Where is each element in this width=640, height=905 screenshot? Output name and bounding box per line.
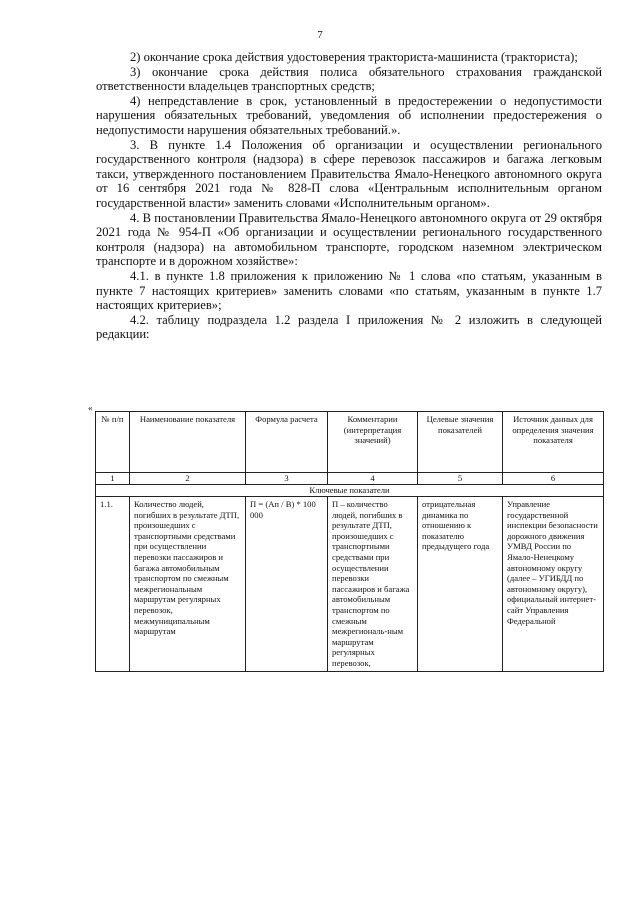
document-body — [96, 50, 602, 342]
row-indicator-name: Количество людей, погибших в результате ДТП, произошедших с транспортными средствами при осуществлении перевозки пассажиров и багажа автомобильным транспортом по смежным межрегиональным маршрутам регулярных перевозок, межмуниципальным маршрутам — [130, 497, 246, 672]
table-section-row — [96, 485, 604, 497]
paragraph-item-3: 3) окончание срока действия полиса обязательного страхования гражданской ответственности владельцев транспортных средств; — [96, 64, 602, 94]
table-header-row — [96, 412, 604, 473]
column-number-6: 6 — [503, 473, 604, 485]
column-number-2: 2 — [130, 473, 246, 485]
table-column-numbers-row — [96, 473, 604, 485]
row-data-source: Управление государственной инспекции безопасности дорожного движения УМВД России по Ямало-Ненецкому автономному округу (далее – УГИБДД по автономному округу), официальный интернет-сайт Управления Федеральной — [503, 497, 604, 672]
paragraph-point-4-2: 4.2. таблицу подраздела 1.2 раздела I приложения № 2 изложить в следующей редакции: — [96, 312, 602, 342]
paragraph-item-4: 4) непредставление в срок, установленный в предостережении о недопустимости нарушения обязательных требований, уведомления об исполнении предостережения о недопустимости нарушения обязательных требований.». — [96, 93, 602, 137]
row-comment: П – количество людей, погибших в результате ДТП, произошедших с транспортными средствами при осуществлении перевозки пассажиров и багажа автомобильным транспортом по смежным межрегиональ-ным маршрутам регулярных перевозок, — [328, 497, 418, 672]
paragraph-item-2: 2) окончание срока действия удостоверения тракториста-машиниста (тракториста); — [130, 50, 578, 64]
paragraph-point-4-1: 4.1. в пункте 1.8 приложения к приложению № 1 слова «по статьям, указанным в пункте 7 настоящих критериев» заменить словами «по статьям, указанным в пункте 1.7 настоящих критериев»; — [96, 268, 602, 313]
column-number-5: 5 — [418, 473, 503, 485]
row-target-value: отрицательная динамика по отношению к показателю предыдущего года — [418, 497, 503, 672]
row-number: 1.1. — [96, 497, 130, 672]
opening-quote-mark: « — [88, 403, 93, 413]
header-number: № п/п — [96, 412, 130, 473]
header-comment: Комментарии (интерпретация значений) — [328, 412, 418, 473]
page-number: 7 — [317, 29, 323, 41]
column-number-1: 1 — [96, 473, 130, 485]
indicators-table — [95, 411, 604, 672]
header-formula: Формула расчета — [246, 412, 328, 473]
row-formula: П = (Ап / В) * 100 000 — [246, 497, 328, 672]
column-number-3: 3 — [246, 473, 328, 485]
header-source: Источник данных для определения значения показателя — [503, 412, 604, 473]
section-title: Ключевые показатели — [96, 485, 604, 497]
paragraph-point-3: 3. В пункте 1.4 Положения об организации и осуществлении регионального государственного контроля (надзора) в сфере перевозок пассажиров и багажа легковым такси, утвержденного постановлением Правительства Ямало-Ненецкого автономного округа от 16 сентября 2021 года № 828-П слова «Центральным исполнительным органом государственной власти» заменить словами «Исполнительным органом». — [96, 137, 602, 210]
column-number-4: 4 — [328, 473, 418, 485]
header-target: Целевые значения показателей — [418, 412, 503, 473]
paragraph-point-4: 4. В постановлении Правительства Ямало-Ненецкого автономного округа от 29 октября 2021 года № 954-П «Об организации и осуществлении регионального государственного контроля (надзора) на автомобильном транспорте, городском наземном электрическом транспорте и в дорожном хозяйстве»: — [96, 210, 602, 269]
header-name: Наименование показателя — [130, 412, 246, 473]
table-row — [96, 497, 604, 672]
